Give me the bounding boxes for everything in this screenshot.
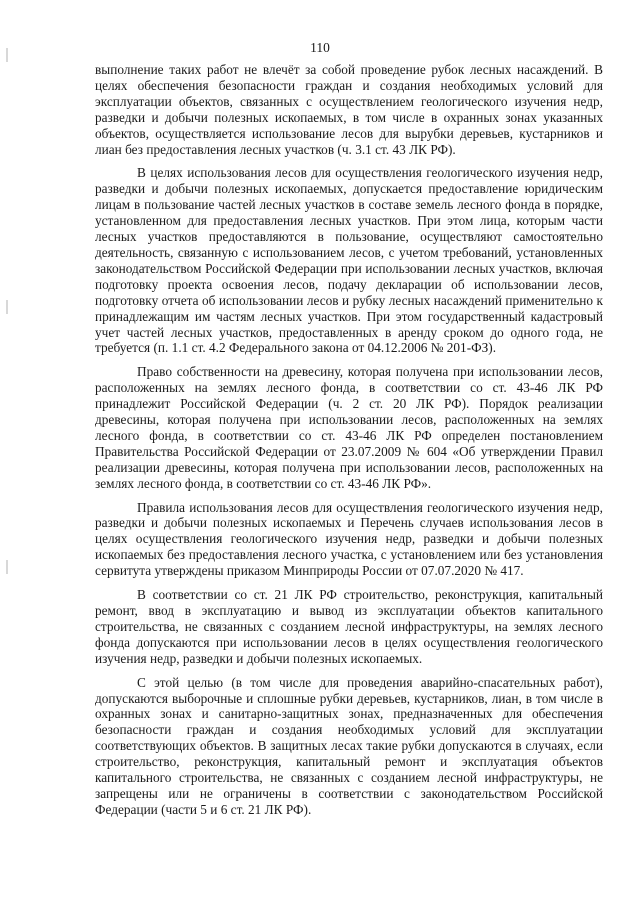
paragraph: Правила использования лесов для осуществления геологического изучения недр, разведки и добычи полезных ископаемых и Перечень случаев использования лесов в целях осуществления геологического изучения недр, разведки и добычи полезных ископаемых без предоставления лесного участка, с установлением или без установления сервитута утверждены приказом Минприроды России от 07.07.2020 № 417. (95, 499, 603, 579)
paragraph: В целях использования лесов для осуществления геологического изучения недр, разведки и добычи полезных ископаемых, допускается предоставление юридическим лицам в пользование частей лесных участков в составе земель лесного фонда в порядке, установленном для предоставления лесных участков. При этом лица, которым части лесных участков предоставляются в пользование, осуществляют самостоятельно деятельность, связанную с использованием лесов, с учетом требований, установленных законодательством Российской Федерации при использовании лесных участков, включая подготовку проекта освоения лесов, подачу декларации об использовании лесов, подготовку отчета об использовании лесов и рубку лесных насаждений применительно к принадлежащим им частям лесных участков. При этом государственный кадастровый учет частей лесных участков, предоставленных в аренду сроком до одного года, не требуется (п. 1.1 ст. 4.2 Федерального закона от 04.12.2006 № 201-ФЗ). (95, 165, 603, 356)
paragraph: С этой целью (в том числе для проведения аварийно-спасательных работ), допускаются выборочные и сплошные рубки деревьев, кустарников, лиан, в том числе в охранных зонах и санитарно-защитных зонах, предназначенных для обеспечения безопасности граждан и создания необходимых условий для эксплуатации соответствующих объектов. В защитных лесах такие рубки допускаются в случаях, если строительство, реконструкция, капитальный ремонт и эксплуатация объектов капитального строительства, не связанных с созданием лесной инфраструктуры, не запрещены или не ограничены в соответствии с законодательством Российской Федерации (части 5 и 6 ст. 21 ЛК РФ). (95, 674, 603, 817)
scan-margin-mark (6, 300, 8, 314)
document-body (95, 62, 603, 826)
scan-margin-mark (6, 560, 8, 574)
paragraph: Право собственности на древесину, которая получена при использовании лесов, расположенных на землях лесного фонда, в соответствии со ст. 43-46 ЛК РФ принадлежит Российской Федерации (ч. 2 ст. 20 ЛК РФ). Порядок реализации древесины, которая получена при использовании лесов, расположенных на землях лесного фонда, в соответствии со ст. 43-46 ЛК РФ определен постановлением Правительства Российской Федерации от 23.07.2009 № 604 «Об утверждении Правил реализации древесины, которая получена при использовании лесов, расположенных на землях лесного фонда, в соответствии со ст. 43-46 ЛК РФ». (95, 364, 603, 491)
paragraph: В соответствии со ст. 21 ЛК РФ строительство, реконструкция, капитальный ремонт, ввод в эксплуатацию и вывод из эксплуатации объектов капитального строительства, не связанных с созданием лесной инфраструктуры, на землях лесного фонда допускаются при использовании лесов в целях осуществления геологического изучения недр, разведки и добычи полезных ископаемых. (95, 587, 603, 666)
page-number: 110 (310, 40, 330, 55)
paragraph: выполнение таких работ не влечёт за собой проведение рубок лесных насаждений. В целях обеспечения безопасности граждан и создания необходимых условий для эксплуатации объектов, связанных с осуществлением геологического изучения недр, разведки и добычи полезных ископаемых, в том числе в охранных зонах указанных объектов, осуществляется использование лесов для вырубки деревьев, кустарников и лиан без предоставления лесных участков (ч. 3.1 ст. 43 ЛК РФ). (95, 62, 603, 157)
